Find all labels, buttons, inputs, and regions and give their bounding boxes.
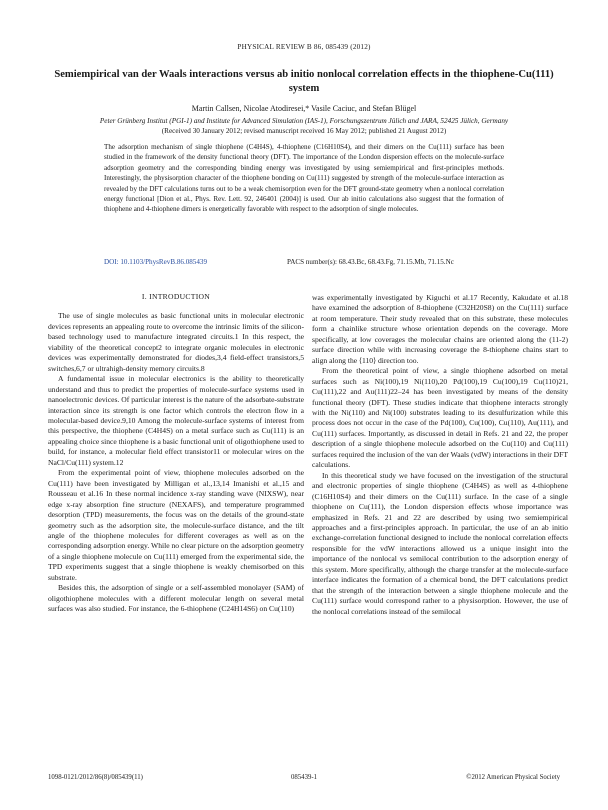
- running-head: PHYSICAL REVIEW B 86, 085439 (2012): [237, 43, 371, 51]
- abstract: The adsorption mechanism of single thiophene (C4H4S), 4-thiophene (C16H10S4), and their dimers on the Cu(111) surface has been studied in the framework of the density functional theory (DFT). The importance of the London dispersion effects on the molecule-surface adsorption geometry and the corresponding binding energy was investigated by using semiempirical and first-principles methods. Interestingly, the physisorption character of the thiophene bonding on Cu(111) suggested by strength of the molecule-surface interaction as revealed by the DFT calculations turns out to be a weak chemisorption even for the DFT ground-state geometry when a nonlocal correlation energy functional [Dion et al., Phys. Rev. Lett. 92, 246401 (2004)] is used. Our ab initio calculations also suggest that the formation of thiophene and 4-thiophene dimers is energetically favorable with respect to the adsorption of single molecules.: [104, 143, 504, 214]
- paragraph: From the theoretical point of view, a single thiophene adsorbed on metal surfaces such as Ni(100),19 Ni(110),20 Pd(100),19 Cu(100),19 Cu(110)21, Cu(111),22 and Au(111)22–24 has been investigated by means of the density functional theory (DFT). These studies indicate that thiophene interacts strongly with the Ni(110) and Ni(100) substrates leading to its desulfurization while this process does not occur in the case of the Pd(100), Cu(100), Cu(110), Au(111), and Cu(111) surfaces. Importantly, as discussed in detail in Refs. 21 and 22, the proper description of a single thiophene molecule adsorbed on the Cu(110) and Cu(111) surfaces required the inclusion of the van der Waals (vdW) interactions in their DFT calculations.: [312, 366, 568, 470]
- paragraph: The use of single molecules as basic functional units in molecular electronic devices represents an appealing route to overcome the intrinsic limits of the silicon-based technology used to manufacture integrated circuits.1 In this respect, the viability of the theoretical concept2 to integrate organic molecules in electronic devices was experimentally demonstrated for diodes,3,4 field-effect transistors,5 switches,6,7 or ultrahigh-density memory circuits.8: [48, 311, 304, 373]
- footer-issn: 1098-0121/2012/86(8)/085439(11): [48, 774, 143, 781]
- author-list: Martin Callsen, Nicolae Atodiresei,* Vasile Caciuc, and Stefan Blügel: [191, 104, 417, 113]
- footer-copyright: ©2012 American Physical Society: [466, 774, 560, 781]
- footer-page-number: 085439-1: [290, 774, 318, 781]
- affiliation: Peter Grünberg Institut (PGI-1) and Institute for Advanced Simulation (IAS-1), Forschungszentrum Jülich and JARA, 52425 Jülich, Germany: [99, 117, 509, 125]
- paragraph: A fundamental issue in molecular electronics is the ability to theoretically understand and thus to predict the properties of molecule-surface systems used in nanoelectronic devices. Of particular interest is the nature of the adsorbate-substrate interaction since its strength is one factor which controls the electron flow in a molecular-based device.9,10 Among the molecule-surface systems of interest from this perspective, the thiophene (C4H4S) on a metal surface such as Cu(111) is an appealing choice since thiophene is a basic functional unit of oligothiophene used to build, for instance, a molecular field effect transistor11 or molecular wires on the NaCl/Cu(111) system.12: [48, 374, 305, 467]
- doi-link[interactable]: DOI: 10.1103/PhysRevB.86.085439: [104, 258, 207, 266]
- section-heading: I. INTRODUCTION: [141, 292, 211, 301]
- pacs-numbers: PACS number(s): 68.43.Bc, 68.43.Fg, 71.15.Mb, 71.15.Nc: [287, 258, 454, 266]
- publication-dates: (Received 30 January 2012; revised manuscript received 16 May 2012; published 21 August 2012): [161, 127, 447, 135]
- paragraph: was experimentally investigated by Kiguchi et al.17 Recently, Kakudate et al.18 have examined the adsorption of 8-thiophene (C32H20S8) on the Cu(111) surface at room temperature. Their study revealed that on this substrate, these molecules form a chainlike structure whose orientation depends on the coverage. More specifically, at low coverages the molecular chains are oriented along the (11-2) surface direction while with increasing coverage the 8-thiophene chains start to align along the ⟨110⟩ direction too.: [312, 293, 568, 365]
- paragraph: Besides this, the adsorption of single or a self-assembled monolayer (SAM) of oligothiophene molecules with a different molecular length on several metal surfaces was also studied. For instance, the 6-thiophene (C24H14S6) on Cu(110): [48, 583, 304, 614]
- paper-title: Semiempirical van der Waals interactions versus ab initio nonlocal correlation effects in the thiophene-Cu(111) system: [54, 69, 554, 94]
- doi-pacs-line: [104, 258, 504, 266]
- right-column: [312, 293, 568, 617]
- paragraph: In this theoretical study we have focused on the investigation of the structural and electronic properties of single thiophene (C4H4S) as well as 4-thiophene (C16H10S4) and their dimers on the Cu(111) surface. In the case of a single thiophene on Cu(111), the London dispersion effects whose importance was emphasized in Refs. 21 and 22 are described by using two semiempirical approaches and a first-principles approach. In particular, the use of an ab initio exchange-correlation functional designed to include the nonlocal correlation effects responsible for the vdW interactions allowed us a unique insight into the importance of the nonlocal vs semilocal contribution to the adsorption energy of this system. More specifically, although the charge transfer at the molecule-surface interface indicates the formation of a chemical bond, the DFT calculations predict that the strength of the interaction between a single thiophene molecule and the Cu(111) surface would correspond rather to a physisorption. However, the use of the nonlocal correlations instead of the semilocal: [312, 470, 568, 616]
- paragraph: From the experimental point of view, thiophene molecules adsorbed on the Cu(111) have been investigated by Milligan et al.,13,14 Imanishi et al.,15 and Rousseau et al.16 In these normal incidence x-ray standing wave (NIXSW), near edge x-ray absorption fine structure (NEXAFS), and temperature programmed desorption (TPD) measurements, the focus was on the details of the ground-state geometry such as the adsorption site, the molecule-surface distance, and the tilt angle of the thiophene molecules for different coverages as well as on the corresponding adsorption energy. While no clear picture on the adsorption geometry of a single thiophene molecule on Cu(111) emerged from the experimental side, the TPD experiments suggest that a single thiophene is weakly chemisorbed on this substrate.: [48, 468, 304, 582]
- left-column: [48, 292, 304, 615]
